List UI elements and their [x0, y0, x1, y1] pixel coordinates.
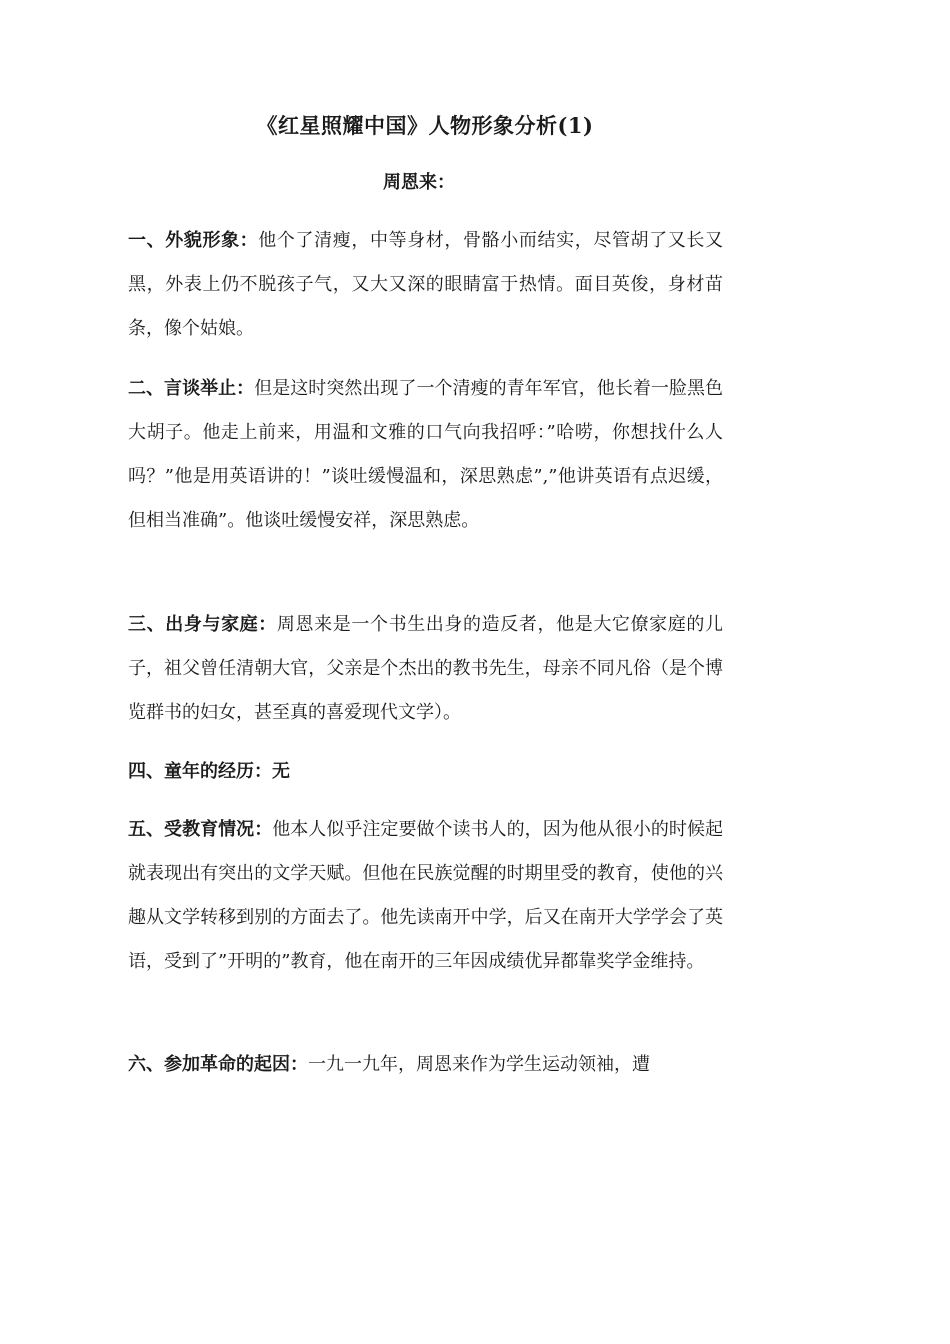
section-label: 四、童年的经历：无 [128, 761, 290, 782]
section-revolution-origin [128, 1043, 723, 1087]
section-label: 二、言谈举止： [128, 378, 255, 399]
character-heading: 周恩来： [383, 172, 455, 193]
section-label: 六、参加革命的起因： [128, 1054, 308, 1075]
section-family-background [128, 603, 723, 735]
section-text: 一九一九年，周恩来作为学生运动领袖，遭 [308, 1054, 650, 1075]
section-education [128, 808, 723, 984]
section-label: 一、外貌形象： [128, 230, 259, 251]
section-text: 但是这时突然出现了一个清瘦的青年军官，他长着一脸黑色大胡子。他走上前来，用温和文雅的口气向我招呼：”哈唠，你想找什么人吗？”他是用英语讲的！”谈吐缓慢温和，深思熟虑”,”他讲英语有点迟缓，但相当准确”。他谈吐缓慢安祥，深思熟虑。 [128, 378, 723, 531]
section-text: 周恩来是一个书生出身的造反者，他是大它僚家庭的儿子，祖父曾任清朝大官，父亲是个杰出的教书先生，母亲不同凡俗（是个博览群书的妇女，甚至真的喜爱现代文学）。 [128, 614, 724, 723]
section-text: 他本人似乎注定要做个读书人的，因为他从很小的时候起就表现出有突出的文学天赋。但他在民族觉醒的时期里受的教育，使他的兴趣从文学转移到别的方面去了。他先读南开中学，后又在南开大学学会了英语，受到了”开明的”教育，他在南开的三年因成绩优异都靠奖学金维持。 [128, 819, 723, 972]
section-appearance [128, 219, 723, 351]
section-label: 五、受教育情况： [128, 819, 273, 840]
section-speech-manner [128, 367, 723, 543]
section-childhood [128, 750, 723, 794]
document-title: 《红星照耀中国》人物形象分析(1) [256, 113, 594, 138]
section-label: 三、出身与家庭： [128, 614, 277, 635]
section-text: 他个了清瘦，中等身材，骨骼小而结实，尽管胡了又长又黑，外表上仍不脱孩子气，又大又深的眼睛富于热情。面目英俊，身材苗条，像个姑娘。 [128, 230, 724, 339]
